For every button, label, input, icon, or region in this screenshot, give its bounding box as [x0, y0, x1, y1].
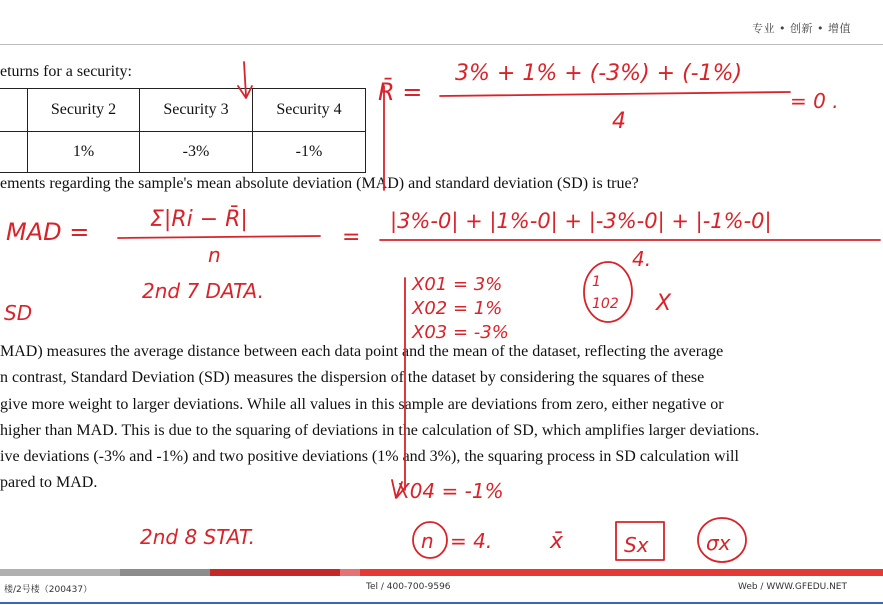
circle-mark	[584, 262, 632, 322]
mad-equals: =	[342, 225, 361, 250]
tick-stroke	[244, 62, 246, 96]
explanation-line: ive deviations (-3% and -1%) and two positive deviations (1% and 3%), the squaring process in SD calculation will	[0, 448, 739, 465]
x-entry: X01 = 3%	[412, 274, 503, 295]
table-cell: 1%	[28, 132, 140, 173]
footer-address: 楼/2号楼（200437）	[4, 585, 93, 595]
calc-step-stat: 2nd 8 STAT.	[140, 525, 256, 549]
mad-label: MAD =	[6, 218, 90, 246]
x-entry: X03 = -3%	[412, 322, 509, 343]
calc-step-data: 2nd 7 DATA.	[142, 279, 264, 303]
n-equals: = 4.	[450, 529, 493, 553]
sd-label: SD	[4, 301, 33, 325]
bottom-border	[0, 602, 883, 604]
table-header-cell: Security 2	[28, 89, 140, 132]
table-cell: -3%	[140, 132, 253, 173]
stat-mean-symbol: x̄	[550, 529, 564, 554]
explanation-line: MAD) measures the average distance between each data point and the mean of the dataset, reflecting the average	[0, 343, 724, 360]
explanation-line: n contrast, Standard Deviation (SD) measures the dispersion of the dataset by considering the squares of these	[0, 369, 705, 386]
circled-entry: 102	[592, 296, 619, 312]
mean-result: = 0 .	[790, 89, 839, 113]
footer-phone: Tel / 400-700-9596	[366, 582, 451, 592]
mad-numerator: Σ|Ri − R̄|	[150, 207, 248, 232]
stat-sigma-symbol: σx	[706, 531, 731, 555]
stat-sx-symbol: Sx	[624, 533, 649, 557]
intro-text: eturns for a security:	[0, 63, 132, 80]
mean-symbol: R̄ =	[378, 78, 423, 106]
x-entry: X02 = 1%	[412, 298, 503, 319]
explanation-line: give more weight to larger deviations. While all values in this sample are deviations from zero, either negative or	[0, 396, 724, 413]
explanation-line: higher than MAD. This is due to the squaring of deviations in the calculation of SD, which amplifies larger deviations.	[0, 422, 760, 439]
footer-color-bar	[0, 569, 883, 576]
mean-fraction-bar	[440, 92, 790, 96]
mean-numerator: 3% + 1% + (-3%) + (-1%)	[455, 61, 743, 86]
x-entry: X04 = -1%	[396, 479, 504, 503]
mad-denominator-4: 4.	[632, 247, 652, 271]
mean-denominator: 4	[612, 109, 626, 134]
table-cell: -1%	[253, 132, 366, 173]
table-header-cell: Security 3	[140, 89, 253, 132]
question-text: ements regarding the sample's mean absolute deviation (MAD) and standard deviation (SD) is true?	[0, 175, 639, 192]
table-header-cell: Security 4	[253, 89, 366, 132]
header-tagline: 专业 • 创新 • 增值	[752, 22, 851, 35]
explanation-line: pared to MAD.	[0, 474, 98, 491]
n-symbol: n	[421, 529, 434, 553]
circled-x: X	[656, 291, 672, 316]
footer-website: Web / WWW.GFEDU.NET	[737, 582, 847, 592]
circled-entry: 1	[592, 274, 601, 290]
mad-expansion: |3%-0| + |1%-0| + |-3%-0| + |-1%-0|	[390, 209, 772, 233]
mad-fraction-bar	[118, 236, 320, 238]
mad-denominator: n	[208, 243, 221, 267]
